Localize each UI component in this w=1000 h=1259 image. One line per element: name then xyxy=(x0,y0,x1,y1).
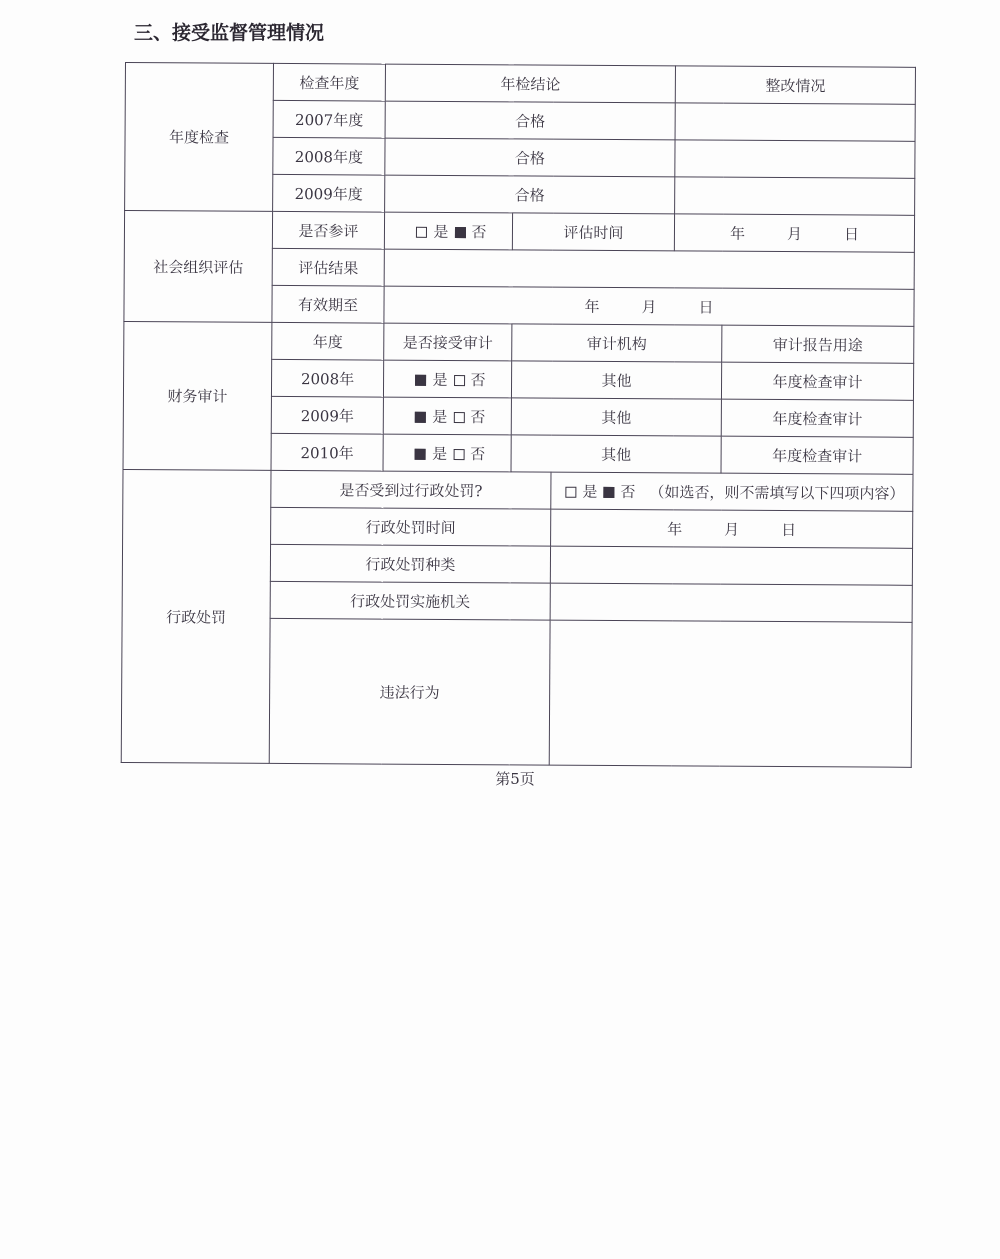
audited-no-checkbox[interactable] xyxy=(453,412,464,423)
audited-header: 是否接受审计 xyxy=(384,323,512,361)
participated-yes-checkbox[interactable] xyxy=(416,226,427,237)
evaluation-result-label: 评估结果 xyxy=(272,248,384,286)
penalty-type-field[interactable] xyxy=(550,546,912,585)
rectification-cell xyxy=(675,177,915,215)
yes-label: 是 xyxy=(433,222,449,241)
audit-year-cell: 2008年 xyxy=(271,359,383,397)
social-org-evaluation-category: 社会组织评估 xyxy=(124,211,273,323)
inspection-year-header: 检查年度 xyxy=(273,63,385,101)
evaluation-participation-row xyxy=(124,211,914,253)
penalty-no-checkbox[interactable] xyxy=(603,486,614,497)
penalty-authority-field[interactable] xyxy=(550,583,912,622)
inspection-conclusion-cell: 合格 xyxy=(385,138,675,177)
yes-label: 是 xyxy=(432,370,448,389)
penalty-note: （如选否，则不需填写以下四项内容） xyxy=(649,482,905,503)
audited-yes-checkbox[interactable] xyxy=(416,374,427,385)
evaluation-result-field[interactable] xyxy=(384,249,914,289)
yes-label: 是 xyxy=(432,444,448,463)
supervision-form-table xyxy=(121,62,916,768)
evaluation-time-label: 评估时间 xyxy=(512,213,674,251)
participated-no-checkbox[interactable] xyxy=(454,227,465,238)
audited-no-checkbox[interactable] xyxy=(454,375,465,386)
audit-purpose-cell: 年度检查审计 xyxy=(721,362,913,400)
penalty-type-label: 行政处罚种类 xyxy=(270,544,550,583)
inspection-year-cell: 2008年度 xyxy=(273,137,385,175)
month-unit: 月 xyxy=(786,224,803,243)
valid-until-label: 有效期至 xyxy=(272,285,384,323)
penalty-question-row xyxy=(123,469,913,511)
inspection-year-cell: 2009年度 xyxy=(273,174,385,212)
no-label: 否 xyxy=(471,222,487,241)
audited-yes-checkbox[interactable] xyxy=(415,411,426,422)
audited-checkbox-group xyxy=(383,397,511,435)
financial-audit-header-row xyxy=(124,321,914,363)
month-unit: 月 xyxy=(641,297,657,316)
rectification-cell xyxy=(675,140,915,178)
violation-label: 违法行为 xyxy=(269,618,550,765)
year-unit: 年 xyxy=(584,297,600,316)
participated-label: 是否参评 xyxy=(272,211,384,249)
audit-institution-header: 审计机构 xyxy=(512,324,722,362)
penalty-time-label: 行政处罚时间 xyxy=(271,507,551,546)
no-label: 否 xyxy=(470,407,486,426)
penalty-authority-label: 行政处罚实施机关 xyxy=(270,581,550,620)
yes-label: 是 xyxy=(432,407,448,426)
no-label: 否 xyxy=(470,370,486,389)
year-unit: 年 xyxy=(729,224,746,243)
penalty-answer-group xyxy=(551,472,913,511)
annual-inspection-category: 年度检查 xyxy=(125,63,274,212)
no-label: 否 xyxy=(620,482,636,501)
no-label: 否 xyxy=(470,444,486,463)
penalty-question-label: 是否受到过行政处罚? xyxy=(271,470,551,509)
audit-purpose-header: 审计报告用途 xyxy=(722,325,914,363)
page-number: 第5页 xyxy=(495,770,535,788)
audit-purpose-cell: 年度检查审计 xyxy=(721,436,913,474)
audit-year-cell: 2009年 xyxy=(271,396,383,434)
penalty-time-field[interactable] xyxy=(551,509,913,548)
admin-penalty-category: 行政处罚 xyxy=(121,469,271,763)
audit-institution-cell: 其他 xyxy=(511,398,721,436)
penalty-yes-checkbox[interactable] xyxy=(565,486,576,497)
violation-field[interactable] xyxy=(549,620,912,767)
valid-until-field[interactable] xyxy=(384,286,914,326)
day-unit: 日 xyxy=(843,224,860,243)
yes-label: 是 xyxy=(582,482,598,501)
audited-checkbox-group xyxy=(383,434,511,472)
inspection-conclusion-header: 年检结论 xyxy=(385,64,675,103)
audit-year-header: 年度 xyxy=(272,322,384,360)
audit-institution-cell: 其他 xyxy=(511,435,721,473)
evaluation-time-field[interactable] xyxy=(674,214,914,252)
inspection-conclusion-cell: 合格 xyxy=(385,101,675,140)
day-unit: 日 xyxy=(781,520,797,539)
year-unit: 年 xyxy=(667,519,683,538)
audit-purpose-cell: 年度检查审计 xyxy=(721,399,913,437)
month-unit: 月 xyxy=(724,520,740,539)
audited-checkbox-group xyxy=(383,360,511,398)
annual-inspection-header-row xyxy=(125,63,915,105)
page-title: 三、接受监督管理情况 xyxy=(134,22,325,44)
financial-audit-category: 财务审计 xyxy=(123,321,272,470)
day-unit: 日 xyxy=(698,298,714,317)
audit-institution-cell: 其他 xyxy=(511,361,721,399)
participated-checkbox-group xyxy=(384,212,512,250)
inspection-year-cell: 2007年度 xyxy=(273,100,385,138)
rectification-header: 整改情况 xyxy=(675,66,915,104)
rectification-cell xyxy=(675,103,915,141)
audited-yes-checkbox[interactable] xyxy=(415,448,426,459)
inspection-conclusion-cell: 合格 xyxy=(385,175,675,214)
audit-year-cell: 2010年 xyxy=(271,433,383,471)
audited-no-checkbox[interactable] xyxy=(453,449,464,460)
